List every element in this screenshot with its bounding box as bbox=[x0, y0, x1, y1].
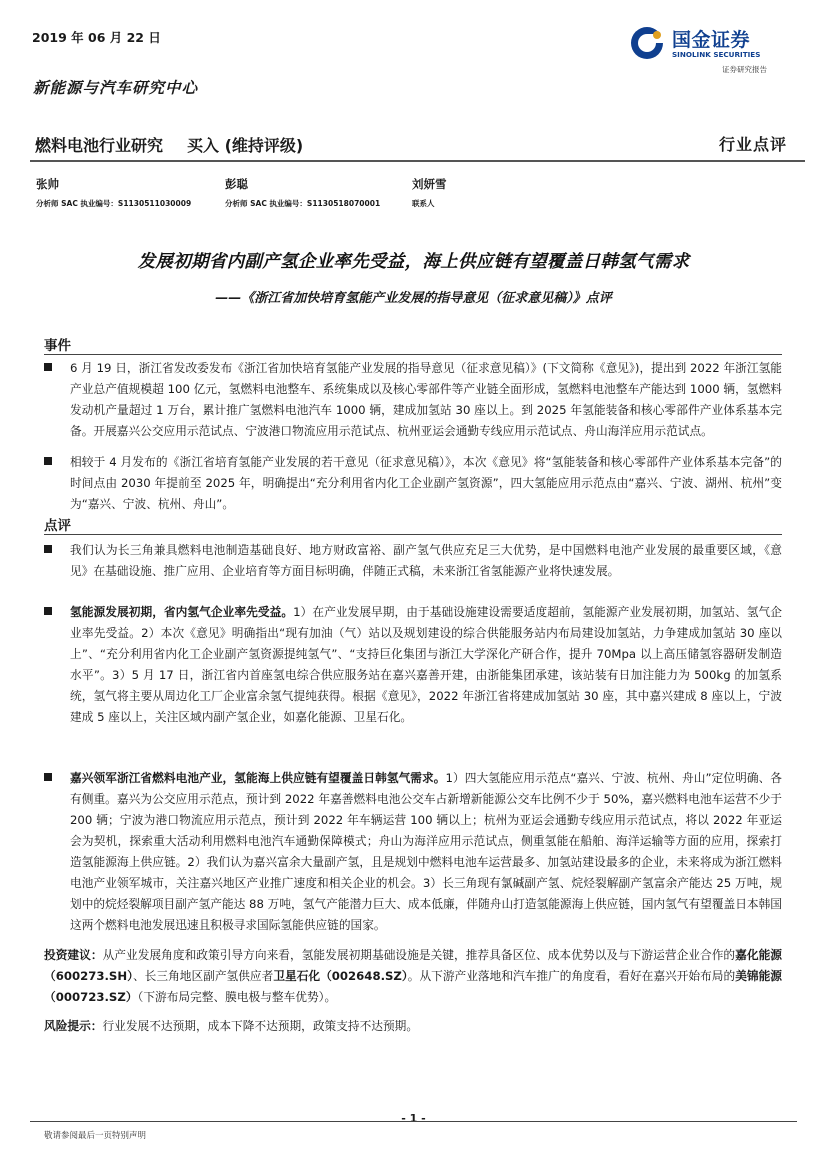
investment-text-1: 从产业发展角度和政策引导方向来看，氢能发展初期基础设施是关键，推荐具备区位、成本优势以及与下游运营企业合作的 bbox=[102, 948, 736, 962]
comment-text: 1）在产业发展早期，由于基础设施建设需要适度超前，氢能源产业发展初期，加氢站、氢气企业率先受益。2）本次《意见》明确指出“现有加油（气）站以及规划建设的综合供能服务站内布局建设加氢站，力争建成加氢站 30 座以上”、“充分利用省内化工企业副产氢资源提纯氢气”、“支持巨化集团与浙江大学深化产研合作，提升 70Mpa 以上高压储氢容器研发制造水平”。3）5 月 17 日，浙江省内首座氢电综合供应服务站在嘉兴嘉善开建，由浙能集团承建，该站装有日加注能力为 500kg 的加氢系统，氢气将主要从周边化工厂企业富余氢气提纯获得。根据《意见》，2022 年浙江省将建成加氢站 30 座，其中嘉兴建成 8 座以上，宁波建成 5 座以上，关注区域内副产氢企业，如嘉化能源、卫星石化。 bbox=[70, 605, 782, 724]
bullet-square-icon bbox=[44, 545, 52, 553]
investment-label: 投资建议： bbox=[44, 948, 103, 962]
event-item bbox=[44, 452, 782, 515]
analyst-name: 刘妍雪 bbox=[412, 177, 447, 191]
analyst-2 bbox=[225, 176, 380, 209]
risk-text: 行业发展不达预期，成本下降不达预期，政策支持不达预期。 bbox=[102, 1019, 419, 1033]
analyst-1 bbox=[36, 176, 191, 209]
risk-warning bbox=[44, 1016, 782, 1037]
comment-lead: 嘉兴领军浙江省燃料电池产业，氢能海上供应链有望覆盖日韩氢气需求。 bbox=[70, 771, 446, 785]
analyst-license: 分析师 SAC 执业编号：S1130518070001 bbox=[225, 199, 381, 208]
event-text: 6 月 19 日，浙江省发改委发布《浙江省加快培育氢能产业发展的指导意见（征求意见稿）》(下文简称《意见》)，提出到 2022 年浙江氢能产业总产值规模超 100 亿元，氢燃料电池整车、系统集成以及核心零部件等产业链全面形成，氢燃料电池整车产能达到 1000 辆，氢燃料发动机产量超过 1 万台，累计推广氢燃料电池汽车 1000 辆，建成加氢站 30 座以上。到 2025 年氢能装备和核心零部件产业体系基本完备。开展嘉兴公交应用示范试点、宁波港口物流应用示范试点、杭州亚运会通勤专线应用示范试点、舟山海洋应用示范试点。 bbox=[70, 361, 782, 438]
comment-item bbox=[44, 540, 782, 582]
bullet-square-icon bbox=[44, 363, 52, 371]
page-number: - 1 - bbox=[401, 1112, 426, 1125]
analyst-name: 彭聪 bbox=[225, 177, 248, 191]
comments-heading: 点评 bbox=[44, 518, 71, 534]
research-center-name: 新能源与汽车研究中心 bbox=[33, 79, 199, 97]
report-title: 燃料电池行业研究 bbox=[35, 136, 164, 155]
report-title-bar bbox=[30, 128, 805, 162]
comment-text: 我们认为长三角兼具燃料电池制造基础良好、地方财政富裕、副产氢气供应充足三大优势，是中国燃料电池产业发展的最重要区域，《意见》在基础设施、推广应用、企业培育等方面目标明确，伴随正式稿，未来浙江省氢能源产业将快速发展。 bbox=[70, 543, 782, 578]
logo-name-cn: 国金证券 bbox=[672, 29, 751, 51]
investment-text-2: 、长三角地区副产氢供应者 bbox=[132, 969, 274, 983]
footer-disclaimer: 敬请参阅最后一页特别声明 bbox=[44, 1131, 147, 1141]
comment-body bbox=[70, 602, 782, 728]
company-logo bbox=[630, 22, 800, 78]
footer-divider bbox=[30, 1121, 797, 1122]
stock-meijin: 美锦能源（000723.SZ） bbox=[44, 969, 782, 1004]
comment-body bbox=[70, 768, 782, 936]
report-date: 2019 年 06 月 22 日 bbox=[32, 30, 161, 45]
investment-text-3: 。从下游产业落地和汽车推广的角度看，看好在嘉兴开始布局的 bbox=[407, 969, 736, 983]
bullet-square-icon bbox=[44, 607, 52, 615]
rating-label: 买入 (维持评级) bbox=[187, 136, 304, 155]
analyst-3 bbox=[412, 176, 447, 209]
stock-weixing: 卫星石化（002648.SZ） bbox=[273, 969, 408, 983]
stock-jiahua: 嘉化能源（600273.SH） bbox=[44, 948, 782, 983]
investment-advice bbox=[44, 945, 782, 1008]
events-divider bbox=[44, 354, 782, 355]
comment-item bbox=[44, 602, 782, 728]
comment-item bbox=[44, 768, 782, 936]
main-title: 发展初期省内副产氢企业率先受益，海上供应链有望覆盖日韩氢气需求 bbox=[137, 252, 690, 272]
sub-title: ——《浙江省加快培育氢能产业发展的指导意见（征求意见稿）》点评 bbox=[215, 291, 612, 306]
comment-lead: 氢能源发展初期，省内氢气企业率先受益。 bbox=[70, 605, 294, 619]
analyst-name: 张帅 bbox=[36, 177, 59, 191]
risk-label: 风险提示： bbox=[44, 1019, 103, 1033]
event-text: 相较于 4 月发布的《浙江省培育氢能产业发展的若干意见（征求意见稿）》，本次《意见》将“氢能装备和核心零部件产业体系基本完备”的时间点由 2030 年提前至 2025 年，明确提出“充分利用省内化工企业副产氢资源”，四大氢能应用示范点由“嘉兴、宁波、湖州、杭州”变为“嘉兴、宁波、杭州、舟山”。 bbox=[70, 455, 782, 511]
analyst-license: 分析师 SAC 执业编号：S1130511030009 bbox=[36, 199, 192, 208]
comments-divider bbox=[44, 534, 782, 535]
bullet-square-icon bbox=[44, 773, 52, 781]
comment-text: 1）四大氢能应用示范点“嘉兴、宁波、杭州、舟山”定位明确、各有侧重。嘉兴为公交应用示范点，预计到 2022 年嘉善燃料电池公交车占新增新能源公交车比例不少于 50%，嘉兴燃料电池车运营不少于 200 辆；宁波为港口物流应用示范点，预计到 2022 年车辆运营 100 辆以上；杭州为亚运会通勤专线应用示范试点，将以 2022 年亚运会为契机，探索重大活动利用燃料电池汽车通勤保障模式；舟山为海洋应用示范试点，侧重氢能在船舶、海洋运输等方面的应用，探索打造氢能源海上供应链。2）我们认为嘉兴富余大量副产氢，且是规划中燃料电池车运营最多、加氢站建设最多的企业，未来将成为浙江燃料电池产业领军城市，关注嘉兴地区产业推广速度和相关企业的机会。3）长三角现有氯碱副产氢、烷烃裂解副产氢富余产能达 25 万吨，规划中的烷烃裂解项目副产氢产能达 88 万吨，氢气产能潜力巨大、成本低廉，伴随舟山打造氢能源海上供应链，国内氢气有望覆盖日本韩国这两个燃料电池发展迅速且积极寻求国际氢能供应链的国家。 bbox=[70, 771, 782, 932]
logo-subtitle: 证券研究报告 bbox=[722, 65, 767, 74]
report-type: 行业点评 bbox=[718, 135, 787, 154]
logo-name-en: SINOLINK SECURITIES bbox=[672, 50, 761, 59]
events-heading: 事件 bbox=[44, 338, 71, 354]
event-item bbox=[44, 358, 782, 442]
investment-text-4: （下游布局完整、膜电极与整车优势）。 bbox=[137, 990, 337, 1004]
sinolink-logo-icon bbox=[630, 26, 664, 60]
bullet-square-icon bbox=[44, 457, 52, 465]
analyst-license: 联系人 bbox=[412, 199, 435, 208]
report-title-group bbox=[35, 133, 303, 156]
